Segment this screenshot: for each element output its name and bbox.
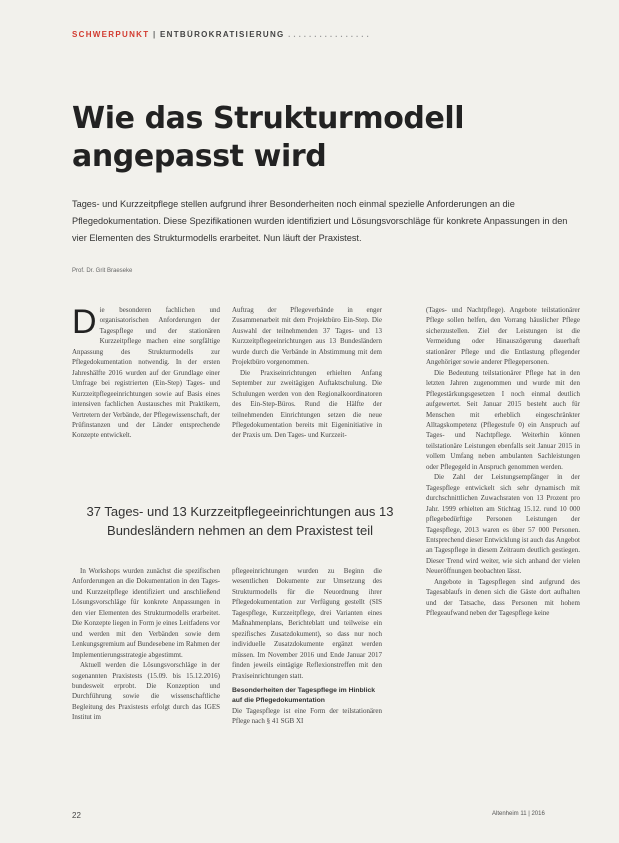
column-2-top [232,305,382,441]
paragraph: pflegeeinrichtungen wurden zu Beginn die wesentlichen Dokumente zur Umsetzung des Strukturmodells für die Neuordnung ihrer Pflegedokumentation zur Verfügung gestellt (SIS Tagespflege, Kurzzeitpflege, drei Varianten eines Maßnahmenplans, Berichteblatt und teilweise ein spezifisches Zusatzdokument), so dass nur noch individuelle Zusatzdokumente ergänzt werden müssen. Im November 2016 und Ende Januar 2017 finden jeweils eintägige Reflexionstreffen mit den Praxiseinrichtungen statt. [232,567,382,680]
subheading: Besonderheiten der Tagespflege im Hinblick auf die Pflegedokumentation [232,686,376,704]
column-2-bottom [232,566,382,727]
journal-issue: Altenheim 11 | 2016 [492,811,545,817]
paragraph: Die Zahl der Leistungsempfänger in der Tagespflege entwickelt sich sehr dynamisch mit durchschnittlichen Zuwachsraten von 13 Prozent pro Jahr. 1999 erhielten am Stichtag 15.12. rund 10 000 pflegebedürftige Personen Leistungen der Tagespflege, 2013 waren es über 57 000 Personen. Entsprechend dieser Entwicklung ist auch das Angebot an Tagespflege in diesem Zeitraum deutlich gestiegen. Dieser Trend wird weiter, wie sich anhand der vielen Neueröffnungen beobachten lässt. [426,473,580,576]
section-dots: ................ [288,30,372,39]
paragraph: Angebote in Tagespflegen sind aufgrund des Tagesablaufs in denen sich die Gäste dort aufhalten und der Tatsache, dass Personen mit hohem Pflegeaufwand neben der Tagespflege keine [426,577,580,618]
column-3 [426,305,580,619]
section-keyword: SCHWERPUNKT [72,30,150,39]
paragraph: Aktuell werden die Lösungsvorschläge in der sogenannten Praxistests (15.09. bis 15.12.2016) bundesweit erprobt. Die Konzeption und Durchführung sowie die wissenschaftliche Begleitung des Praxistests erfolgt durch das IGES Institut im [72,661,220,722]
section-topic: ENTBÜROKRATISIERUNG [160,30,285,39]
paragraph: In Workshops wurden zunächst die spezifischen Anforderungen an die Dokumentation in den Tages- und Kurzzeitpflege identifiziert und anschließend Lösungsvorschläge für konkrete Anpassungen in den vier Elementen des Strukturmodells erarbeitet. Die Konzepte liegen in Form je eines Leitfadens vor und werden mit den Verbänden sowie dem Lenkungsgremium auf Bundesebene im Rahmen der Implementierungsstrategie abgestimmt. [72,567,220,659]
author-byline: Prof. Dr. Grit Braeseke [72,268,133,274]
paragraph: (Tages- und Nachtpflege). Angebote teilstationärer Pflege sollen helfen, den Vorrang häuslicher Pflege sicherzustellen. Ziel der Leistungen ist die Vermeidung oder Hinauszögerung dauerhaft stationärer Pflege und die Entlastung pflegender Angehöriger sowie anderer Pflegepersonen. [426,306,580,367]
article-title: Wie das Strukturmodell angepasst wird [72,101,465,174]
section-separator: | [152,30,157,39]
column-1-top [72,305,220,441]
page-number: 22 [72,811,81,820]
column-1-bottom [72,566,220,723]
paragraph: Auftrag der Pflegeverbände in enger Zusammenarbeit mit dem Projektbüro Ein-Step. Die Auswahl der teilnehmenden 37 Tages- und 13 Kurzzeitpflegeeinrichtungen aus 13 Bundesländern wurde durch die Verbände in Abstimmung mit dem Projektbüro vorgenommen. [232,306,382,367]
drop-cap: D [72,303,97,341]
paragraph: Die Bedeutung teilstationärer Pflege hat in den letzten Jahren zugenommen und wurde mit den Pflegestärkungsgesetzen I noch einmal deutlich aufgewertet. Seit Januar 2015 besteht auch für Menschen mit erheblich eingeschränkter Alltagskompetenz (Pflegestufe 0) ein Anspruch auf Tages- und Nachtpflege. Weiterhin können teilstationäre Leistungen ebenfalls seit Januar 2015 in vollem Umfang neben ambulanten Sachleistungen oder Pflegegeld in Anspruch genommen werden. [426,368,580,471]
article-lead: Tages- und Kurzzeitpflege stellen aufgrund ihrer Besonderheiten noch einmal spezielle Anforderungen an die Pflegedokumentation. Diese Spezifikationen wurden identifiziert und Lösungsvorschläge für konkrete Anpassungen in den vier Elementen des Strukturmodells erarbeitet. Nun läuft der Praxistest. [72,199,568,243]
paragraph: Die Praxiseinrichtungen erhielten Anfang September zur zweitägigen Auftaktschulung. Die Schulungen werden von den Regionalkoordinatoren des Ein-Step-Büros. Rund die Hälfte der teilnehmenden Einrichtungen setzen die neue Pflegedokumentation bereits mit Eigeninitiative in der Praxis um. Den Tages- und Kurzzeit- [232,368,382,440]
pull-quote: 37 Tages- und 13 Kurzzeitpflegeeinrichtungen aus 13 Bundesländern nehmen an dem Praxistest teil [86,504,394,538]
section-header [72,30,572,39]
paragraph: ie besonderen fachlichen und organisatorischen Anforderungen der Tagespflege und der stationären Kurzzeitpflege machen eine sorgfältige Anpassung des Strukturmodells zur Pflegedokumentation notwendig. In der ersten Jahreshälfte 2016 wurden auf der Grundlage einer Umfrage bei registrierten (Ein-Step) Tages- und Kurzzeitpflegeeinrichtungen sowie auf Basis eines intensiven fachlichen Austausches mit Praktikern, Vertretern der Verbände, der Pflegewissenschaft, der Prüfinstanzen und der Länder entsprechende Konzepte entwickelt. [72,306,220,440]
paragraph: Die Tagespflege ist eine Form der teilstationären Pflege nach § 41 SGB XI [232,706,382,726]
